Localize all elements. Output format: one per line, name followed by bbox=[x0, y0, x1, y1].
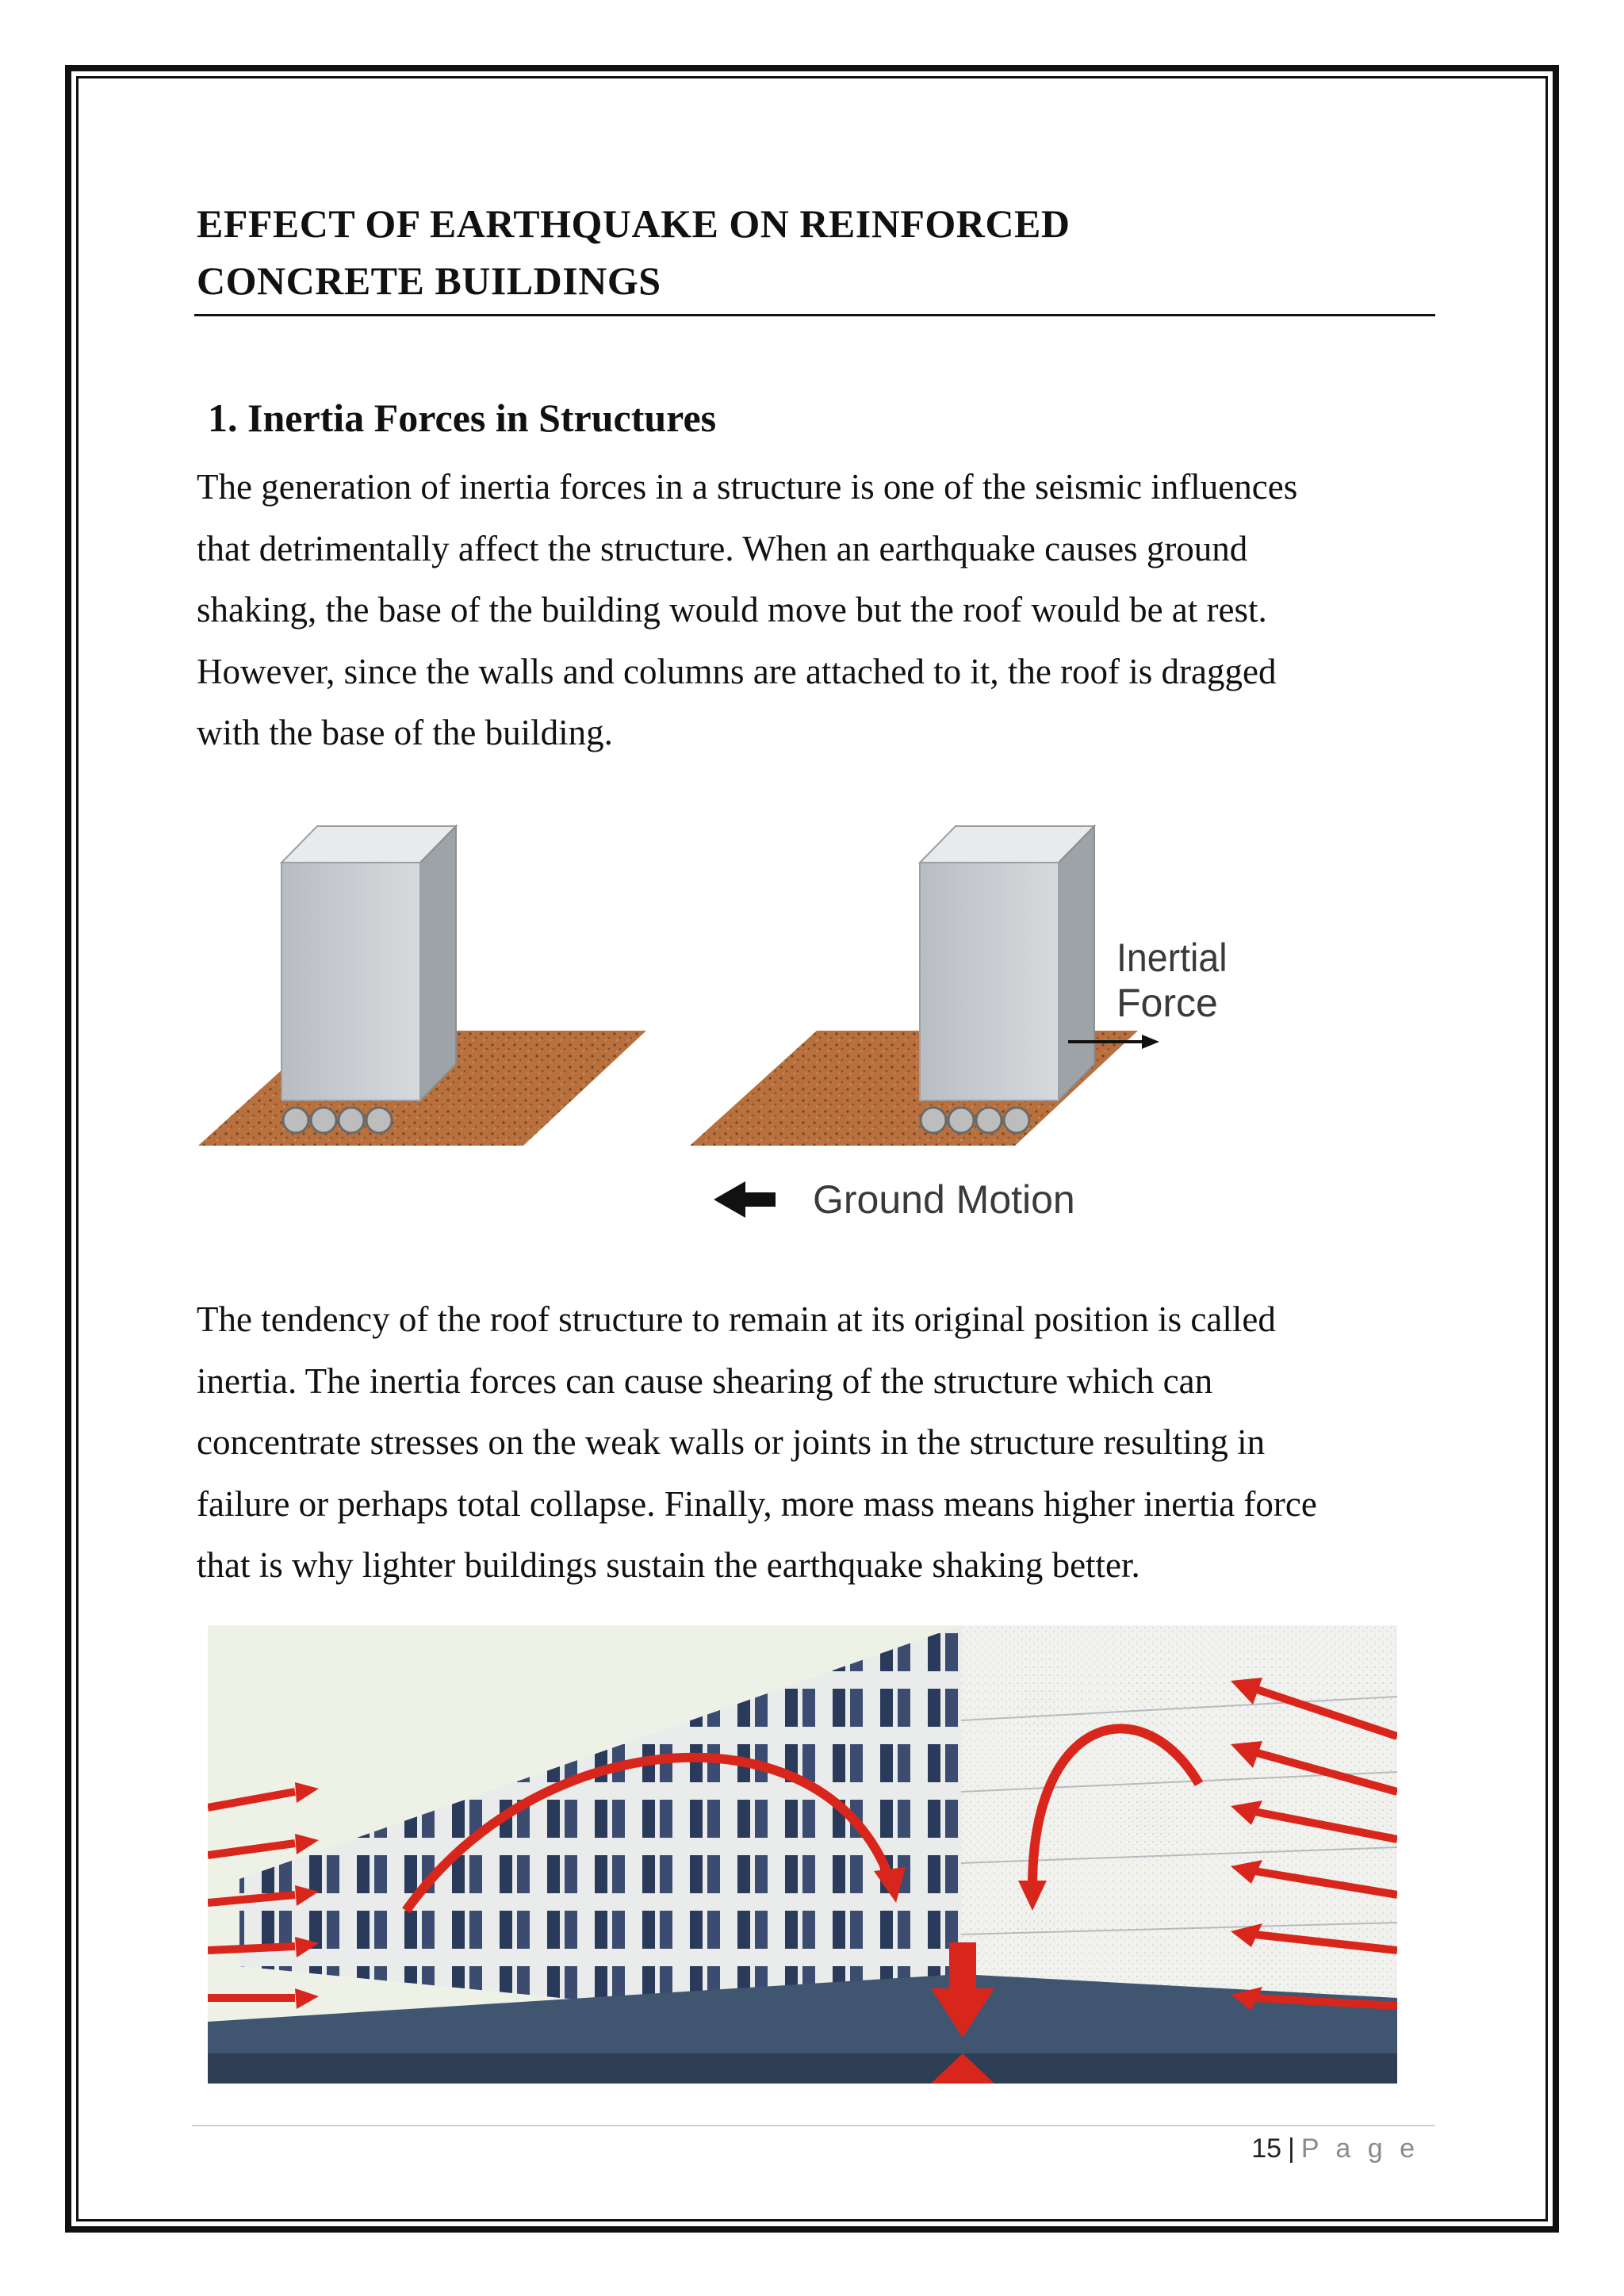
force-label: Force bbox=[1116, 981, 1218, 1025]
building-side-right bbox=[1059, 826, 1094, 1100]
paragraph-line: that detrimentally affect the structure. When an earthquake causes ground bbox=[197, 528, 1248, 568]
page-title bbox=[197, 195, 1465, 309]
footer-rule bbox=[192, 2125, 1435, 2126]
paragraph-line: inertia. The inertia forces can cause shearing of the structure which can bbox=[197, 1360, 1213, 1401]
paragraph-line: shaking, the base of the building would move but the roof would be at rest. bbox=[197, 590, 1267, 630]
paragraph-inertia-intro bbox=[197, 457, 1297, 764]
page-footer bbox=[1251, 2131, 1419, 2166]
paragraph-line: concentrate stresses on the weak walls or joints in the structure resulting in bbox=[197, 1422, 1266, 1463]
building-side-left bbox=[420, 826, 456, 1100]
paragraph-inertia-effects bbox=[197, 1289, 1317, 1597]
page-title-line-2: CONCRETE BUILDINGS bbox=[197, 258, 661, 303]
paragraph-line: with the base of the building. bbox=[197, 713, 613, 753]
page-number: 15 bbox=[1251, 2133, 1282, 2164]
ground-motion-label: Ground Motion bbox=[813, 1177, 1075, 1222]
ground-motion-arrow bbox=[714, 1181, 776, 1218]
paragraph-line: However, since the walls and columns are attached to it, the roof is dragged bbox=[197, 651, 1277, 691]
ground-strip bbox=[208, 2053, 1397, 2084]
section-heading: 1. Inertia Forces in Structures bbox=[208, 396, 717, 440]
building-at-rest bbox=[198, 826, 646, 1146]
inertial-label: Inertial bbox=[1116, 936, 1228, 981]
title-underline bbox=[194, 314, 1435, 316]
building-end-wall bbox=[961, 1625, 1397, 2038]
building-force-illustration bbox=[208, 1625, 1397, 2084]
page-label: P a g e bbox=[1300, 2133, 1419, 2164]
paragraph-line: failure or perhaps total collapse. Finally, more mass means higher inertia force bbox=[197, 1483, 1317, 1524]
paragraph-line: that is why lighter buildings sustain the earthquake shaking better. bbox=[197, 1545, 1140, 1586]
building-under-motion bbox=[690, 826, 1228, 1146]
building-front-left bbox=[282, 863, 420, 1100]
paragraph-line: The tendency of the roof structure to remain at its original position is called bbox=[197, 1299, 1276, 1339]
building-front-right bbox=[920, 863, 1059, 1100]
inertia-force-diagram bbox=[190, 809, 1253, 1253]
paragraph-line: The generation of inertia forces in a structure is one of the seismic influences bbox=[197, 467, 1298, 507]
page-title-line-1: EFFECT OF EARTHQUAKE ON REINFORCED bbox=[197, 201, 1071, 246]
footer-separator: | bbox=[1288, 2133, 1295, 2164]
